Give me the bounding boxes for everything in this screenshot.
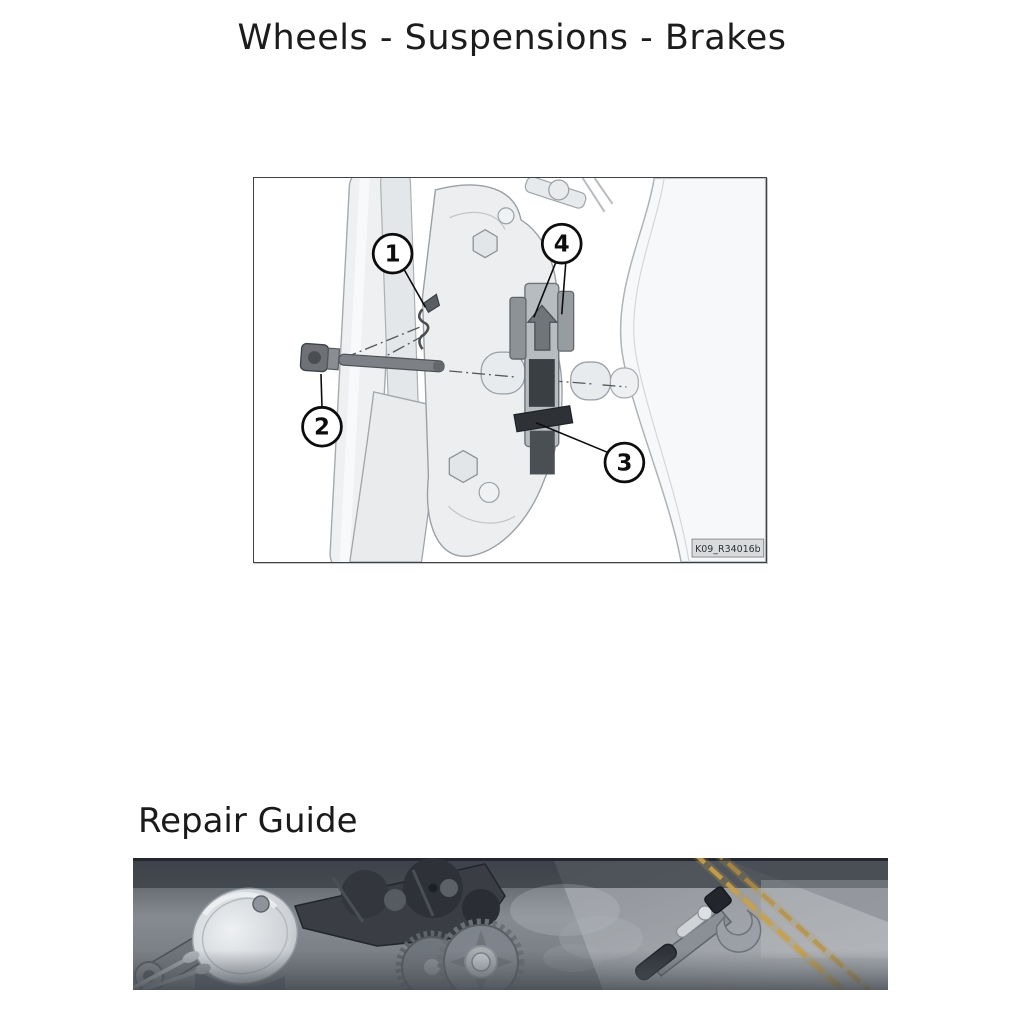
svg-text:4: 4 xyxy=(553,231,570,258)
repair-guide-banner xyxy=(133,858,888,990)
repair-guide-heading: Repair Guide xyxy=(138,801,358,841)
svg-text:1: 1 xyxy=(384,241,401,268)
svg-text:3: 3 xyxy=(616,450,633,477)
svg-text:K09_R34016b: K09_R34016b xyxy=(695,544,761,556)
watermark-label xyxy=(692,539,764,557)
callout-2 xyxy=(303,374,342,446)
brake-diagram-svg xyxy=(254,178,766,562)
brake-diagram-figure xyxy=(253,177,767,563)
floor-shadow xyxy=(133,950,888,990)
banner-photo-svg xyxy=(133,858,888,990)
svg-text:2: 2 xyxy=(314,414,330,441)
page-title: Wheels - Suspensions - Brakes xyxy=(237,18,787,58)
